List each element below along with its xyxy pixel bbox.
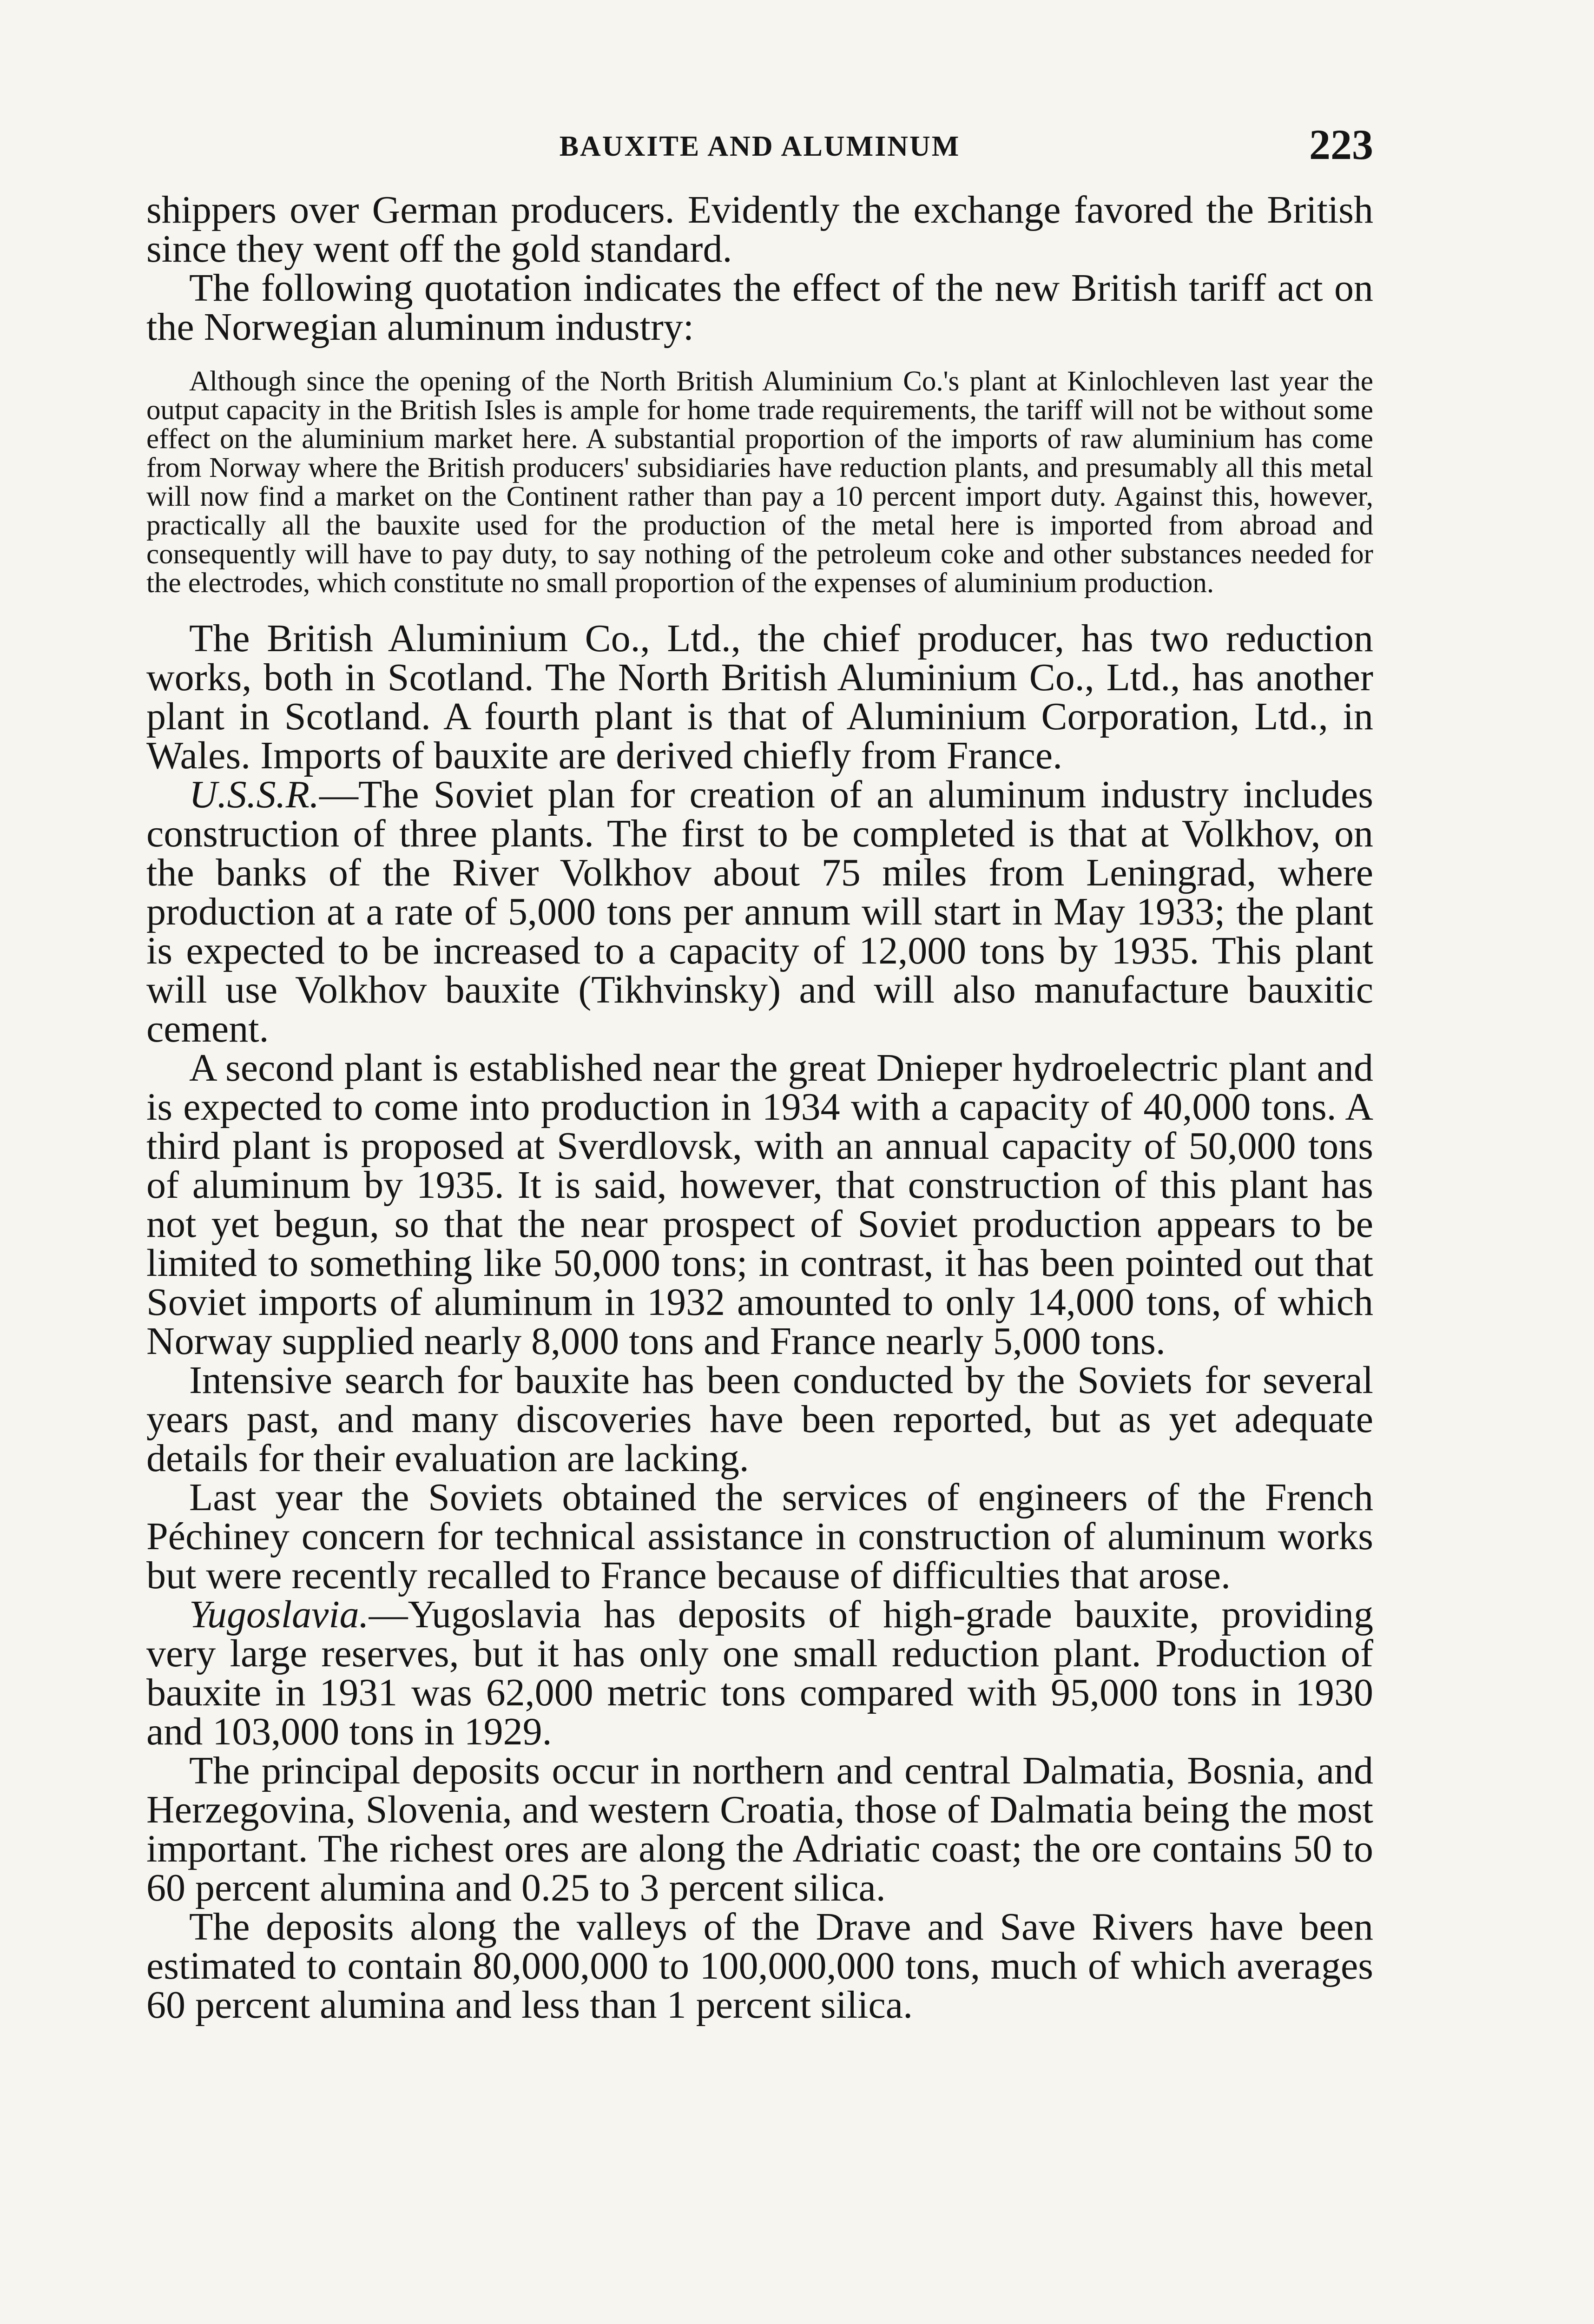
document-page [146, 112, 1373, 2025]
paragraph-yugoslavia [146, 1595, 1373, 1751]
section-label-ussr: U.S.S.R. [189, 773, 319, 816]
running-title: BAUXITE AND ALUMINUM [559, 131, 961, 162]
body-text [146, 188, 1373, 2027]
paragraph-ussr-text: —The Soviet plan for creation of an aluminum industry includes construction of three plants. The first to be completed is that at Volkhov, on the banks of the River Volkhov about 75 miles from Leningrad, where production at a rate of 5,000 tons per annum will start in May 1933; the plant is expected to be increased to a capacity of 12,000 tons by 1935. This plant will use Volkhov bauxite (Tikhvinsky) and will also manufacture bauxitic cement. [146, 773, 1373, 1050]
paragraph-drave-save: The deposits along the valleys of the Drave and Save Rivers have been estimated to contain 80,000,000 to 100,000,000 tons, much of which averages 60 percent alumina and less than 1 percent silica. [146, 1905, 1373, 2027]
paragraph-quotation-intro: The following quotation indicates the effect of the new British tariff act on the Norwegian aluminum industry: [146, 266, 1373, 349]
running-header [146, 112, 1373, 181]
paragraph-ussr [146, 775, 1373, 1049]
paragraph-continuation: shippers over German producers. Evidently the exchange favored the British since they went off the gold standard. [146, 188, 1373, 271]
block-quotation: Although since the opening of the North British Aluminium Co.'s plant at Kinlochleven last year the output capacity in the British Isles is ample for home trade requirements, the tariff will not be without some effect on the aluminium market here. A substantial proportion of the imports of raw aluminium has come from Norway where the British producers' subsidiaries have reduction plants, and presumably all this metal will now find a market on the Continent rather than pay a 10 percent import duty. Against this, however, practically all the bauxite used for the production of the metal here is imported from abroad and consequently will have to pay duty, to say nothing of the petroleum coke and other substances needed for the electrodes, which constitute no small proportion of the expenses of aluminium production. [146, 366, 1373, 599]
paragraph-principal-deposits: The principal deposits occur in northern and central Dalmatia, Bosnia, and Herzegovina, Slovenia, and western Croatia, those of Dalmatia being the most important. The richest ores are along the Adriatic coast; the ore contains 50 to 60 percent alumina and 0.25 to 3 percent silica. [146, 1749, 1373, 1909]
paragraph-pechiney: Last year the Soviets obtained the services of engineers of the French Péchiney concern for technical assistance in construction of aluminum works but were recently recalled to France because of difficulties that arose. [146, 1476, 1373, 1597]
paragraph-second-plant: A second plant is established near the great Dnieper hydroelectric plant and is expected to come into production in 1934 with a capacity of 40,000 tons. A third plant is proposed at Sverdlovsk, with an annual capacity of 50,000 tons of aluminum by 1935. It is said, however, that construction of this plant has not yet begun, so that the near prospect of Soviet production appears to be limited to something like 50,000 tons; in contrast, it has been pointed out that Soviet imports of aluminum in 1932 amounted to only 14,000 tons, of which Norway supplied nearly 8,000 tons and France nearly 5,000 tons. [146, 1046, 1373, 1363]
section-label-yugoslavia: Yugoslavia. [189, 1593, 369, 1636]
paragraph-yugoslavia-text: —Yugoslavia has deposits of high-grade bauxite, providing very large reserves, but it has only one small reduction plant. Production of bauxite in 1931 was 62,000 metric tons compared with 95,000 tons in 1930 and 103,000 tons in 1929. [146, 1593, 1373, 1753]
page-number: 223 [1309, 121, 1373, 168]
paragraph-british-producers: The British Aluminium Co., Ltd., the chief producer, has two reduction works, both in Scotland. The North British Aluminium Co., Ltd., has another plant in Scotland. A fourth plant is that of Aluminium Corporation, Ltd., in Wales. Imports of bauxite are derived chiefly from France. [146, 617, 1373, 777]
paragraph-bauxite-search: Intensive search for bauxite has been conducted by the Soviets for several years past, and many discoveries have been reported, but as yet adequate details for their evaluation are lacking. [146, 1359, 1373, 1480]
